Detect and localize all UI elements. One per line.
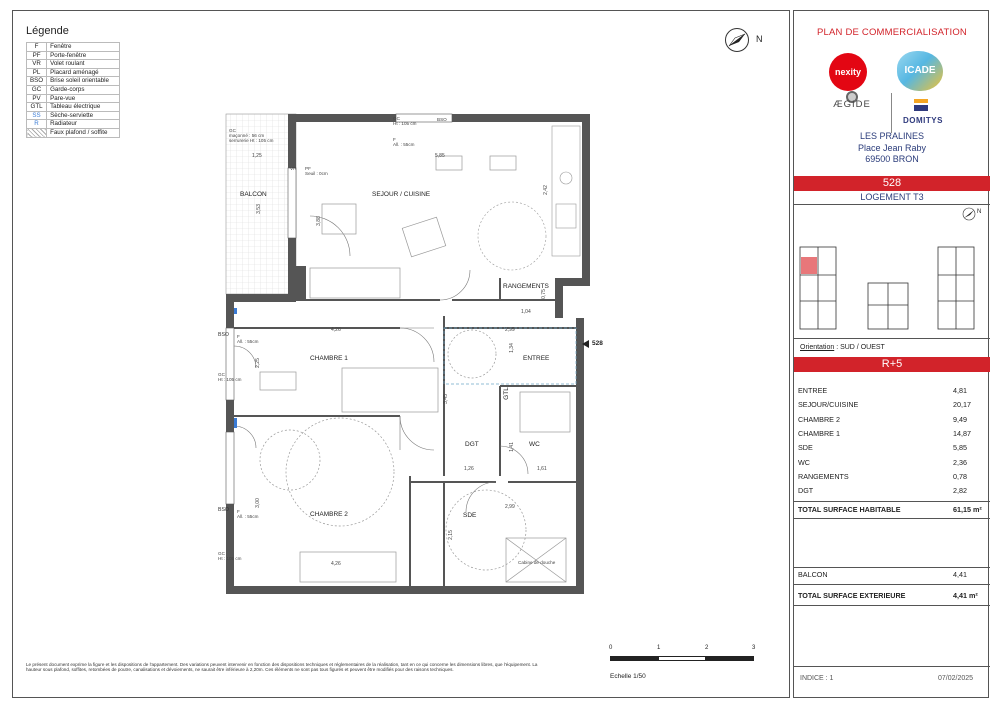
revision-date: 07/02/2025 [938, 675, 974, 682]
note-gc-top: GC Ht : 105 cm [393, 116, 417, 126]
surface-label: SDE [798, 443, 813, 453]
legend-code: SS [27, 111, 47, 120]
surface-value: 14,87 [953, 428, 971, 438]
dim-label: 1,26 [464, 466, 474, 472]
dim-label: 2,99 [505, 504, 515, 510]
total-exterieure-row: TOTAL SURFACE EXTERIEURE 4,41 m² [798, 591, 978, 600]
dim-label: 1,41 [508, 442, 515, 452]
room-label-dgt: DGT [465, 441, 479, 448]
scale-label: Echelle 1/50 [610, 673, 646, 680]
nexity-logo: nexity [829, 53, 867, 91]
note-shower: Cabine de douche [518, 560, 556, 565]
legend-label: Porte-fenêtre [47, 51, 120, 60]
dim-label: 5,85 [435, 153, 445, 159]
dim-label: 3,88 [315, 216, 322, 226]
scale-tick: 0 [609, 645, 613, 651]
surface-value: 0,78 [953, 471, 967, 481]
orientation: Orientation : SUD / OUEST [800, 344, 885, 351]
icade-logo: ICADE [897, 51, 943, 91]
legend-row [27, 94, 120, 103]
legend-table [26, 42, 120, 138]
legend-label: Faux plafond / soffite [47, 128, 120, 137]
room-label-rangements: RANGEMENTS [503, 283, 549, 290]
residence-city: 69500 BRON [865, 154, 919, 164]
note-gc-c1: GC Ht : 105 cm [218, 372, 242, 382]
divider [794, 518, 990, 519]
legend-row [27, 128, 120, 137]
lot-type: LOGEMENT T3 [860, 192, 924, 202]
floor-plan [200, 96, 600, 606]
legend-code [27, 128, 47, 137]
unit-entrance-arrow [582, 340, 589, 348]
surface-value: 2,36 [953, 457, 967, 467]
note-f-top: F All. : 55cm [393, 137, 415, 147]
note-gc-c2: GC Ht : 105 cm [218, 551, 242, 561]
dim-label: 2,25 [254, 358, 261, 368]
north-arrow-main [725, 28, 765, 56]
scale-segment [706, 656, 754, 661]
scale-segment [658, 656, 706, 661]
domitys-logo: DOMITYS [903, 116, 943, 125]
note-f-c1: F All. : 55cm [237, 334, 259, 344]
north-label: N [756, 34, 763, 44]
legend-row [27, 120, 120, 129]
legend-label: Placard aménagé [47, 68, 120, 77]
legend-code: F [27, 43, 47, 52]
legend-row [27, 60, 120, 69]
surface-value: 9,49 [953, 414, 967, 424]
legend-row [27, 43, 120, 52]
surface-row [798, 456, 986, 470]
legend-code: R [27, 120, 47, 129]
legend-label: Volet roulant [47, 60, 120, 69]
dim-label: 2,99 [505, 327, 515, 333]
dim-label: 0,75 [540, 289, 547, 299]
dim-label: 1,25 [252, 153, 262, 159]
note-gc: GC maçonné : 56 cm serrurerie Ht : 105 cm [229, 128, 274, 143]
dim-label: 4,26 [331, 561, 341, 567]
note-vr: VR [290, 166, 297, 171]
surface-row [798, 484, 986, 498]
surface-row [798, 470, 986, 484]
legend-row [27, 51, 120, 60]
room-label-gtl: GTL [502, 387, 510, 400]
dim-label: 4,26 [331, 327, 341, 333]
residence-street: Place Jean Raby [857, 143, 927, 153]
legend-row [27, 103, 120, 112]
dim-label: 3,00 [254, 498, 261, 508]
unit-marker: 528 [592, 340, 603, 347]
divider [794, 584, 990, 585]
note-bso-top: BSO [437, 117, 447, 122]
surface-value: 4,81 [953, 386, 967, 395]
note-f-c2: F All. : 55cm [237, 509, 259, 519]
legend-label: Radiateur [47, 120, 120, 129]
domitys-emblem-icon [912, 95, 930, 113]
legend-label: Pare-vue [47, 94, 120, 103]
plan-title: PLAN DE COMMERCIALISATION [817, 27, 967, 38]
dim-label: 3,45 [442, 394, 449, 404]
surface-row [798, 384, 986, 398]
surface-label: CHAMBRE 1 [798, 428, 840, 438]
divider [794, 666, 990, 667]
divider [794, 338, 990, 339]
divider [794, 501, 990, 502]
room-label-chambre2: CHAMBRE 2 [310, 511, 348, 518]
building-key-plan [798, 239, 988, 339]
scale-segment [610, 656, 658, 661]
room-label-sejour: SEJOUR / CUISINE [372, 191, 431, 198]
legend-row [27, 85, 120, 94]
surface-label: RANGEMENTS [798, 471, 849, 481]
room-label-sde: SDE [463, 512, 477, 519]
legend-label: Garde-corps [47, 85, 120, 94]
dim-label: 3,53 [255, 204, 262, 214]
scale-tick: 3 [752, 645, 756, 651]
legend-code: PF [27, 51, 47, 60]
balcon-row: BALCON 4,41 [798, 570, 967, 579]
surface-row [798, 398, 986, 412]
legend-row [27, 111, 120, 120]
surface-value: 2,82 [953, 486, 967, 496]
surface-label: CHAMBRE 2 [798, 414, 840, 424]
note-bso-c2: BSO [218, 507, 229, 513]
note-pf: PF Seuil : 0cm [305, 166, 328, 176]
legend-title: Légende [26, 25, 69, 37]
legend-code: PL [27, 68, 47, 77]
surface-value: 20,17 [953, 400, 971, 410]
divider [794, 605, 990, 606]
scale-tick: 1 [657, 645, 661, 651]
room-label-entree: ENTREE [523, 355, 550, 362]
surface-label: WC [798, 457, 810, 467]
legend-code: GTL [27, 103, 47, 112]
surface-row [798, 427, 986, 441]
legend-row [27, 77, 120, 86]
north-arrow-small [962, 207, 986, 223]
surface-label: ENTREE [798, 386, 828, 395]
note-bso-c1: BSO [218, 332, 229, 338]
divider [794, 204, 990, 205]
surface-label: DGT [798, 486, 814, 496]
room-label-chambre1: CHAMBRE 1 [310, 355, 348, 362]
room-label-balcon: BALCON [240, 191, 267, 198]
legend-label: Sèche-serviette [47, 111, 120, 120]
residence-name: LES PRALINES [859, 131, 925, 141]
surface-row [798, 413, 986, 427]
aegide-logo: ÆGIDE [833, 99, 871, 110]
north-label-small: N [977, 209, 982, 215]
floor-level: R+5 [794, 357, 990, 372]
surface-value: 5,85 [953, 443, 967, 453]
logo-divider [891, 93, 892, 133]
dim-label: 1,61 [537, 466, 547, 472]
info-panel [793, 10, 989, 698]
compass-icon [962, 207, 976, 221]
legend-code: BSO [27, 77, 47, 86]
dim-label: 2,15 [447, 530, 454, 540]
legend-label: Tableau électrique [47, 103, 120, 112]
disclaimer: Le présent document exprime la figure et les dispositions de l'appartement. Des variations peuvent intervenir en fonction des dispositions techniques et réglementaires de la réalisation, tant en ce qui concerne les dimensions libres, que l'équipement. La hauteur sous plafond, soffites, retombées de poutre, canalisations et dévoiements, ne saurait être inférieure à 2,20m. Ces éléments ne sont pas tous figurés et peuvent être modifiés pour des raisons techniques. [26, 662, 538, 673]
scale-tick: 2 [705, 645, 709, 651]
dim-label: 2,42 [542, 185, 549, 195]
legend-label: Brise soleil orientable [47, 77, 120, 86]
lot-number: 528 [794, 176, 990, 191]
room-label-wc: WC [529, 441, 540, 448]
legend-row [27, 68, 120, 77]
dim-label: 1,04 [521, 309, 531, 315]
legend-label: Fenêtre [47, 43, 120, 52]
surface-row [798, 441, 986, 455]
total-habitable-row: TOTAL SURFACE HABITABLE 61,15 m² [798, 505, 982, 514]
legend-code: GC [27, 85, 47, 94]
compass-icon [725, 28, 749, 52]
surface-label: SEJOUR/CUISINE [798, 400, 859, 410]
revision-index: INDICE : 1 [800, 675, 834, 682]
dim-label: 1,34 [508, 343, 515, 353]
legend-code: PV [27, 94, 47, 103]
legend-code: VR [27, 60, 47, 69]
